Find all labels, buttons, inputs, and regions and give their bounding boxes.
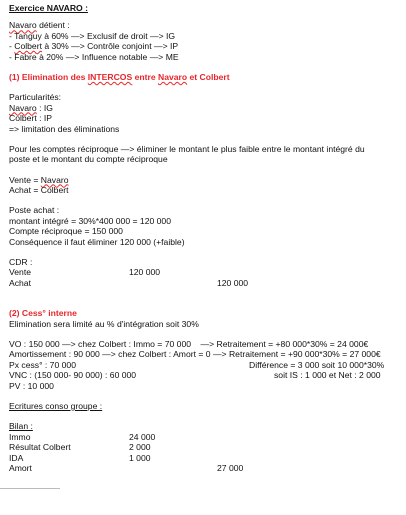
exercise-title: Exercice NAVARO : bbox=[9, 3, 88, 13]
vnc-line bbox=[9, 370, 401, 380]
vnc-value: VNC : (150 000- 90 000) : 60 000 bbox=[9, 370, 137, 381]
vente-line bbox=[9, 175, 401, 185]
cdr-row bbox=[9, 278, 401, 288]
vente-name: Navaro bbox=[40, 174, 69, 185]
intro-item-colbert-dash: - bbox=[9, 41, 15, 52]
particularite-limitation: => limitation des éliminations bbox=[9, 123, 120, 134]
bilan-row-label: Résultat Colbert bbox=[9, 442, 71, 453]
vente-label: Vente = bbox=[9, 174, 41, 185]
montant-integre-line: montant intégré = 30%*400 000 = 120 000 bbox=[9, 215, 171, 226]
amortissement-line: Amortissement : 90 000 —> chez Colbert : Amort = 0 —> Retraitement = +90 000*30% = 27 000€ bbox=[9, 349, 381, 360]
particularite-colbert: Colbert : IP bbox=[9, 113, 52, 124]
particularite-navaro-name: Navaro bbox=[9, 102, 37, 113]
bilan-row-debit: 2 000 bbox=[129, 442, 151, 453]
cdr-label: CDR : bbox=[9, 257, 33, 268]
document-page bbox=[9, 3, 401, 473]
poste-achat-label: Poste achat : bbox=[9, 205, 60, 216]
pv-line: PV : 10 000 bbox=[9, 380, 54, 391]
bilan-row-label: Amort bbox=[9, 462, 32, 473]
intro-heading-rest: détient : bbox=[36, 20, 70, 31]
particularite-navaro-rest: : IG bbox=[36, 102, 53, 113]
cdr-row-label: Vente bbox=[9, 267, 31, 278]
bilan-row bbox=[9, 442, 401, 452]
cdr-row-credit: 120 000 bbox=[217, 277, 249, 288]
bilan-row bbox=[9, 463, 401, 473]
section1-heading-intercos: INTERCOS bbox=[87, 71, 133, 82]
intro-item-colbert-rest: à 30% —> Contrôle conjoint —> IP bbox=[41, 41, 179, 52]
bilan-row-label: IDA bbox=[9, 452, 24, 463]
bilan-row bbox=[9, 453, 401, 463]
elimination-limit-line: Elimination sera limité au % d'intégration soit 30% bbox=[9, 318, 199, 329]
bilan-label: Bilan : bbox=[9, 421, 33, 432]
vo-line: VO : 150 000 —> chez Colbert : Immo = 70 000 —> Retraitement = +80 000*30% = 24 000€ bbox=[9, 338, 369, 349]
rule-line-2: poste et le montant du compte réciproque bbox=[9, 154, 168, 165]
section1-heading-navaro: Navaro bbox=[158, 71, 188, 82]
intro-item-colbert-name: Colbert bbox=[14, 41, 42, 52]
page-bottom-rule bbox=[0, 488, 60, 489]
section1-heading bbox=[9, 72, 401, 82]
section1-heading-part-e: et Colbert bbox=[187, 71, 230, 82]
is-net-value: soit IS : 1 000 et Net : 2 000 bbox=[274, 370, 381, 381]
intro-heading bbox=[9, 20, 401, 30]
section2-heading: (2) Cess° interne bbox=[9, 308, 77, 319]
particularites-label: Particularités: bbox=[9, 92, 62, 103]
difference-value: Différence = 3 000 soit 10 000*30% bbox=[249, 359, 385, 370]
intro-item-colbert bbox=[9, 41, 401, 51]
achat-line: Achat = Colbert bbox=[9, 185, 69, 196]
rule-line-1: Pour les comptes réciproque —> éliminer le montant le plus faible entre le montant intégré du bbox=[9, 143, 365, 154]
bilan-row-label: Immo bbox=[9, 431, 31, 442]
bilan-row bbox=[9, 432, 401, 442]
px-cession-line bbox=[9, 360, 401, 370]
cdr-row-label: Achat bbox=[9, 277, 31, 288]
particularite-navaro bbox=[9, 103, 401, 113]
compte-reciproque-line: Compte réciproque = 150 000 bbox=[9, 226, 123, 237]
bilan-row-debit: 24 000 bbox=[129, 431, 156, 442]
cdr-row bbox=[9, 267, 401, 277]
consequence-line: Conséquence il faut éliminer 120 000 (+faible) bbox=[9, 236, 185, 247]
section1-heading-part-a: (1) Elimination des bbox=[9, 71, 88, 82]
intro-item-tanguy: - Tanguy à 60% —> Exclusif de droit —> IG bbox=[9, 30, 176, 41]
cdr-row-debit: 120 000 bbox=[129, 267, 161, 278]
ecritures-heading: Ecritures conso groupe : bbox=[9, 400, 103, 411]
bilan-row-debit: 1 000 bbox=[129, 452, 151, 463]
intro-heading-name: Navaro bbox=[9, 20, 37, 31]
bilan-row-credit: 27 000 bbox=[217, 462, 244, 473]
intro-item-fabre: - Fabre à 20% —> Influence notable —> ME bbox=[9, 51, 179, 62]
px-cession-value: Px cess° : 70 000 bbox=[9, 359, 76, 370]
section1-heading-part-c: entre bbox=[132, 71, 158, 82]
